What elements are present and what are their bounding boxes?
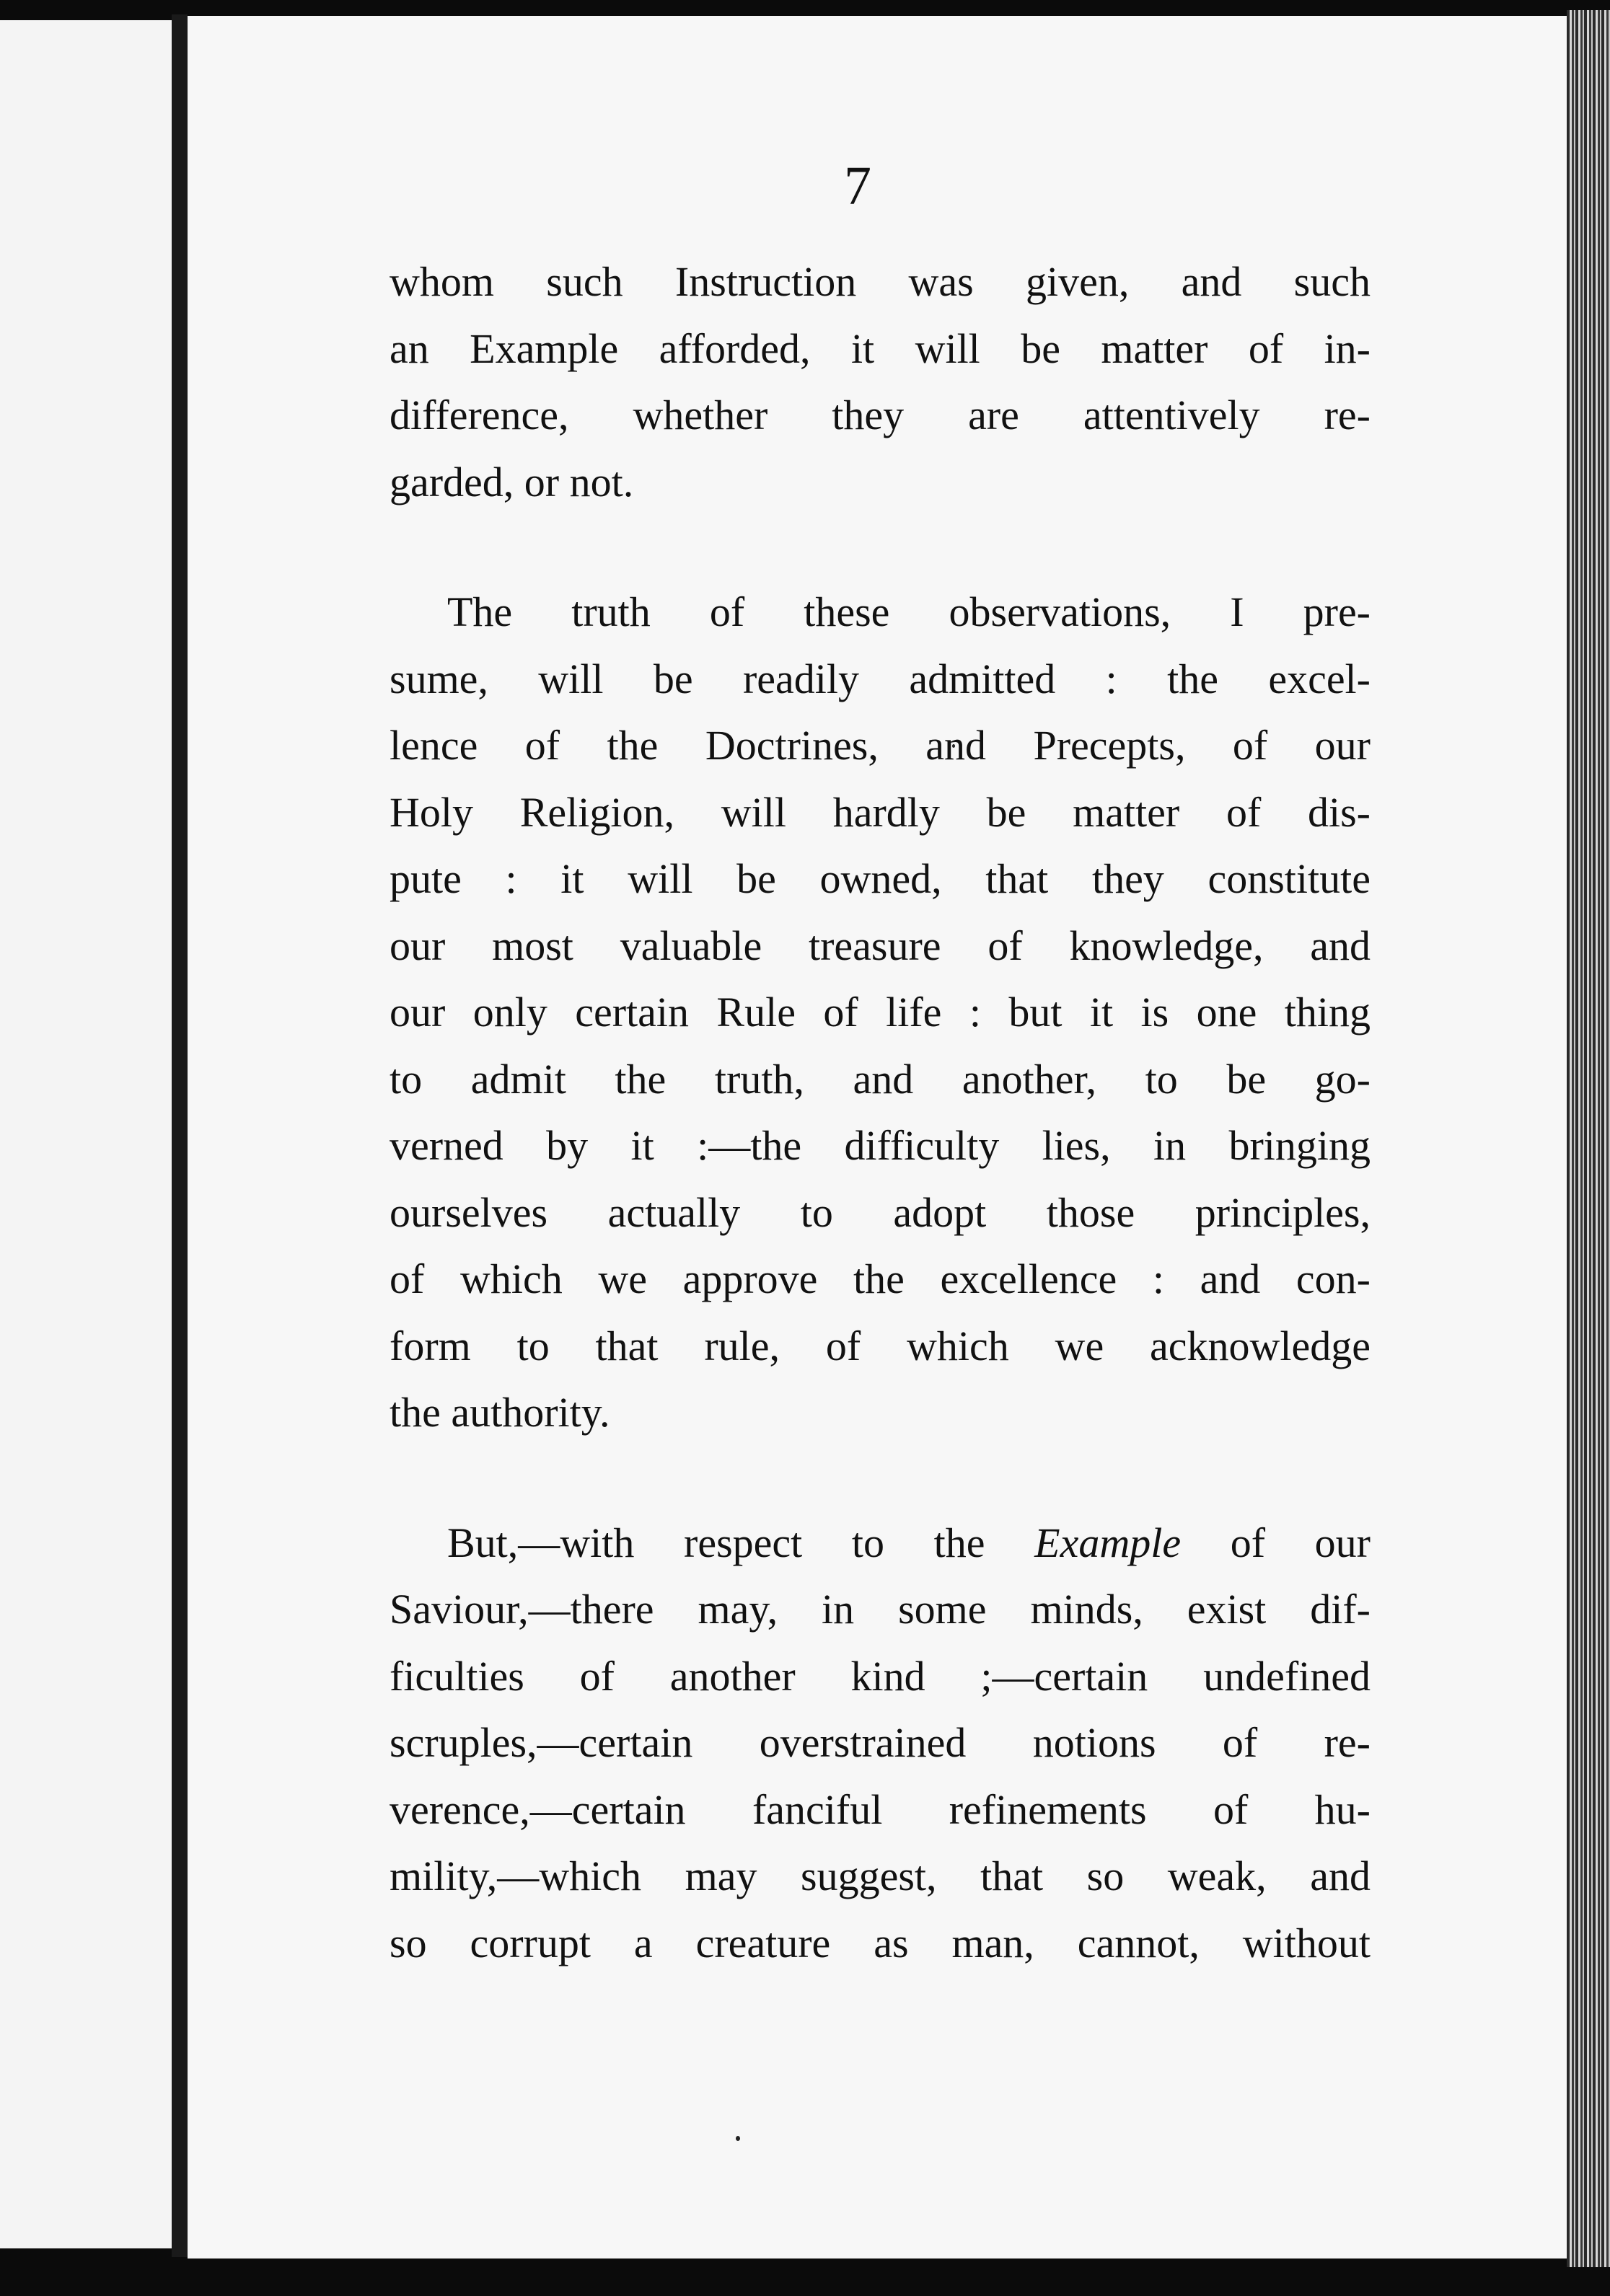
text-fragment: But,—with respect to the [447, 1519, 1035, 1566]
text-line: ficulties of another kind ;—certain undefined [390, 1652, 1371, 1700]
text-line: difference, whether they are attentively re- [390, 392, 1371, 438]
text-fragment: of our [1181, 1519, 1371, 1566]
paragraph-3 [390, 1510, 1371, 1977]
text-line: verned by it :—the difficulty lies, in bringing [390, 1122, 1371, 1169]
spine-gutter [172, 14, 188, 2257]
text-line: sume, will be readily admitted : the excel- [390, 655, 1371, 702]
text-line: Holy Religion, will hardly be matter of dis- [390, 788, 1371, 836]
body-text [390, 249, 1371, 1977]
page-number: 7 [844, 156, 871, 216]
text-line [390, 1510, 1371, 1577]
text-line: an Example afforded, it will be matter of in- [390, 324, 1371, 372]
text-line: ourselves actually to adopt those principles, [390, 1188, 1371, 1236]
text-line: form to that rule, of which we acknowledge [390, 1322, 1371, 1369]
facing-page-edge [0, 20, 172, 2248]
text-line: garded, or not. [390, 458, 634, 505]
text-line: our only certain Rule of life : but it is one thing [390, 989, 1371, 1036]
text-line: of which we approve the excellence : and con- [390, 1255, 1371, 1302]
text-line: pute : it will be owned, that they constitute [390, 855, 1371, 902]
text-line: to admit the truth, and another, to be go- [390, 1055, 1371, 1103]
paragraph-2 [390, 579, 1371, 1447]
text-line: verence,—certain fanciful refinements of hu- [390, 1785, 1371, 1833]
text-line: Saviour,—there may, in some minds, exist dif- [390, 1586, 1371, 1633]
page-edges [1567, 10, 1610, 2267]
ink-speck [736, 2136, 740, 2141]
text-line: the authority. [390, 1389, 610, 1436]
italic-word: Example [1034, 1519, 1182, 1566]
text-line: whom such Instruction was given, and such [390, 258, 1371, 305]
text-line: our most valuable treasure of knowledge, and [390, 922, 1371, 969]
text-line: The truth of these observations, I pre- [447, 588, 1371, 635]
text-line: mility,—which may suggest, that so weak, and [390, 1853, 1371, 1899]
text-line: scruples,—certain overstrained notions of re- [390, 1719, 1371, 1766]
text-line: lence of the Doctrines, and Precepts, of our [390, 722, 1371, 769]
text-line: so corrupt a creature as man, cannot, without [390, 1919, 1371, 1966]
paragraph-1 [390, 249, 1371, 516]
